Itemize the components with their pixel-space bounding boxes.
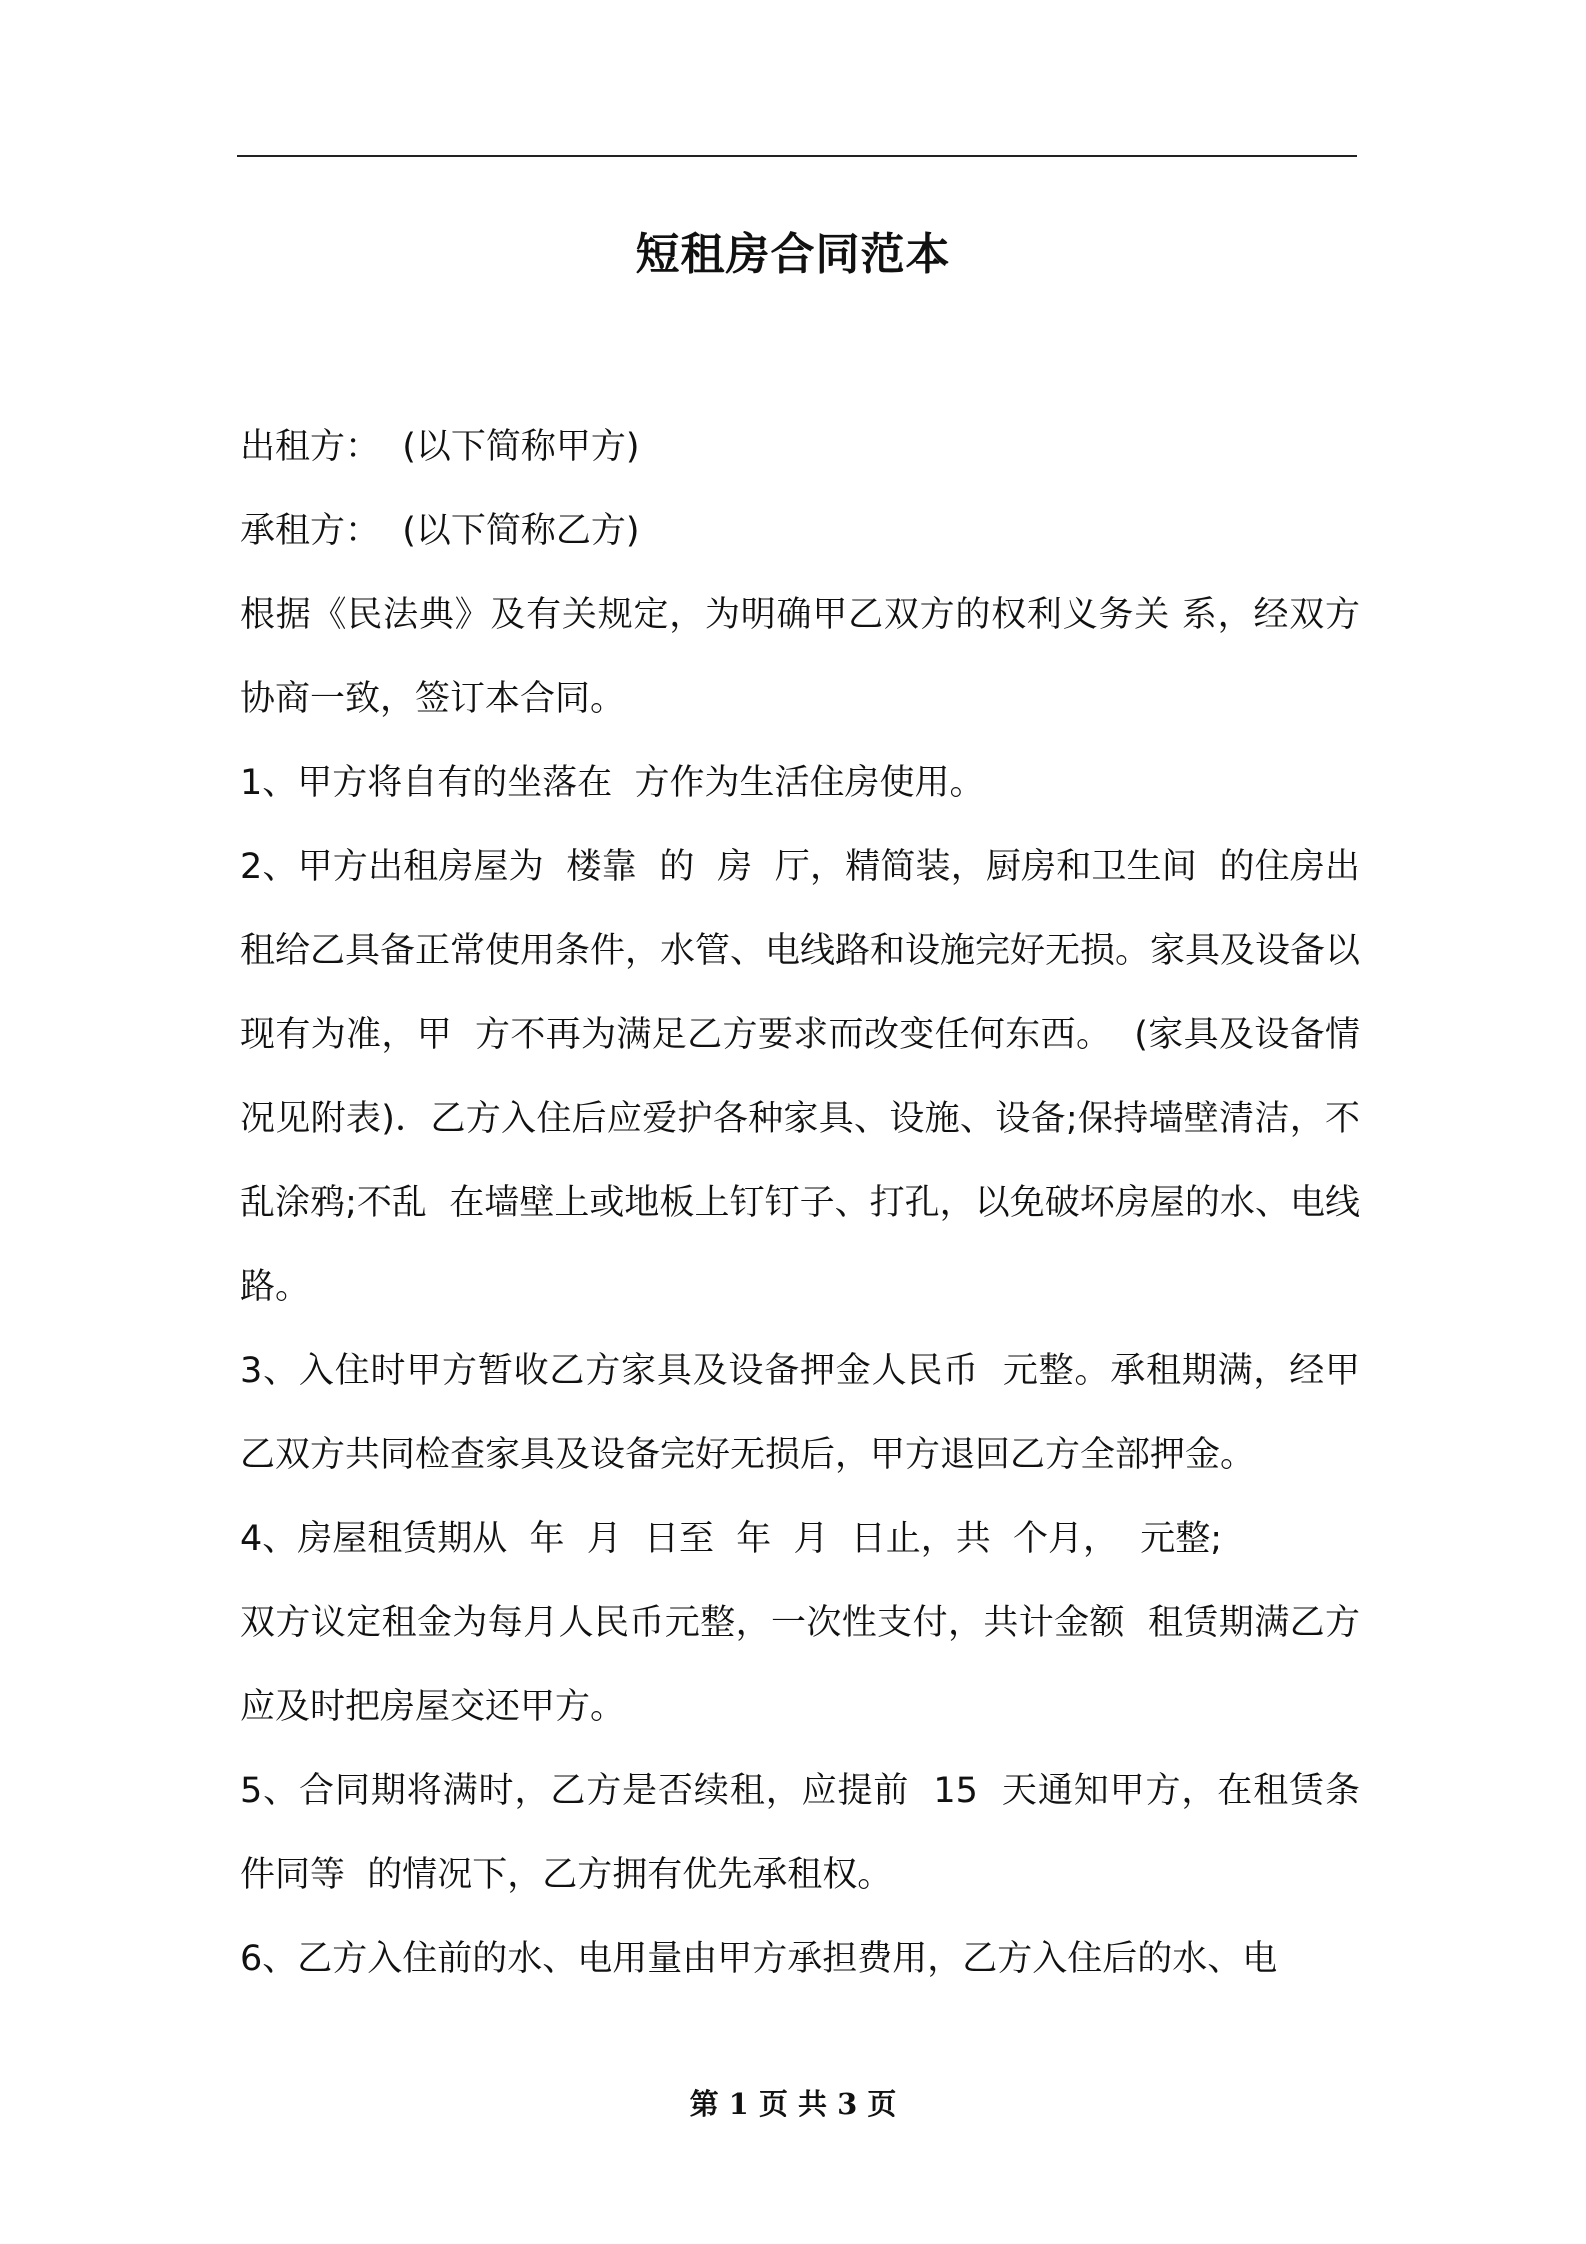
clause-2: 2、甲方出租房屋为 楼靠 的 房 厅，精简装，厨房和卫生间 的住房出租给乙具备正常使用条件，水管、电线路和设施完好无损。家具及设备以现有为准，甲 方不再为满足乙方要求而改变任何东西。 (家具及设备情况见附表)．乙方入住后应爱护各种家具、设施、设备;保持墙壁清洁，不乱涂鸦;不乱 在墙壁上或地板上钉钉子、打孔，以免破坏房屋的水、电线路。	[240, 847, 1361, 1307]
clause-5: 5、合同期将满时，乙方是否续租，应提前 15 天通知甲方，在租赁条件同等 的情况下，乙方拥有优先承租权。	[240, 1771, 1360, 1895]
paragraph-preamble: 根据《民法典》及有关规定，为明确甲乙双方的权利义务关 系，经双方协商一致，签订本合同。	[240, 595, 1360, 719]
header-rule	[237, 155, 1357, 157]
clause-4: 4、房屋租赁期从 年 月 日至 年 月 日止，共 个月， 元整;	[240, 1519, 1223, 1559]
clause-4-rent: 双方议定租金为每月人民币元整，一次性支付，共计金额 租赁期满乙方应及时把房屋交还甲方。	[240, 1603, 1360, 1727]
paragraph-lessee: 承租方： (以下简称乙方)	[240, 511, 640, 551]
paragraph-lessor: 出租方： (以下简称甲方)	[240, 427, 640, 467]
clause-3: 3、入住时甲方暂收乙方家具及设备押金人民币 元整。承租期满，经甲乙双方共同检查家具及设备完好无损后，甲方退回乙方全部押金。	[240, 1351, 1360, 1475]
document-title: 短租房合同范本	[635, 229, 951, 280]
clause-6: 6、乙方入住前的水、电用量由甲方承担费用，乙方入住后的水、电	[240, 1939, 1278, 1979]
document-body	[240, 405, 1360, 2001]
page-number-footer: 第 1 页 共 3 页	[689, 2087, 897, 2121]
clause-1: 1、甲方将自有的坐落在 方作为生活住房使用。	[240, 763, 985, 803]
